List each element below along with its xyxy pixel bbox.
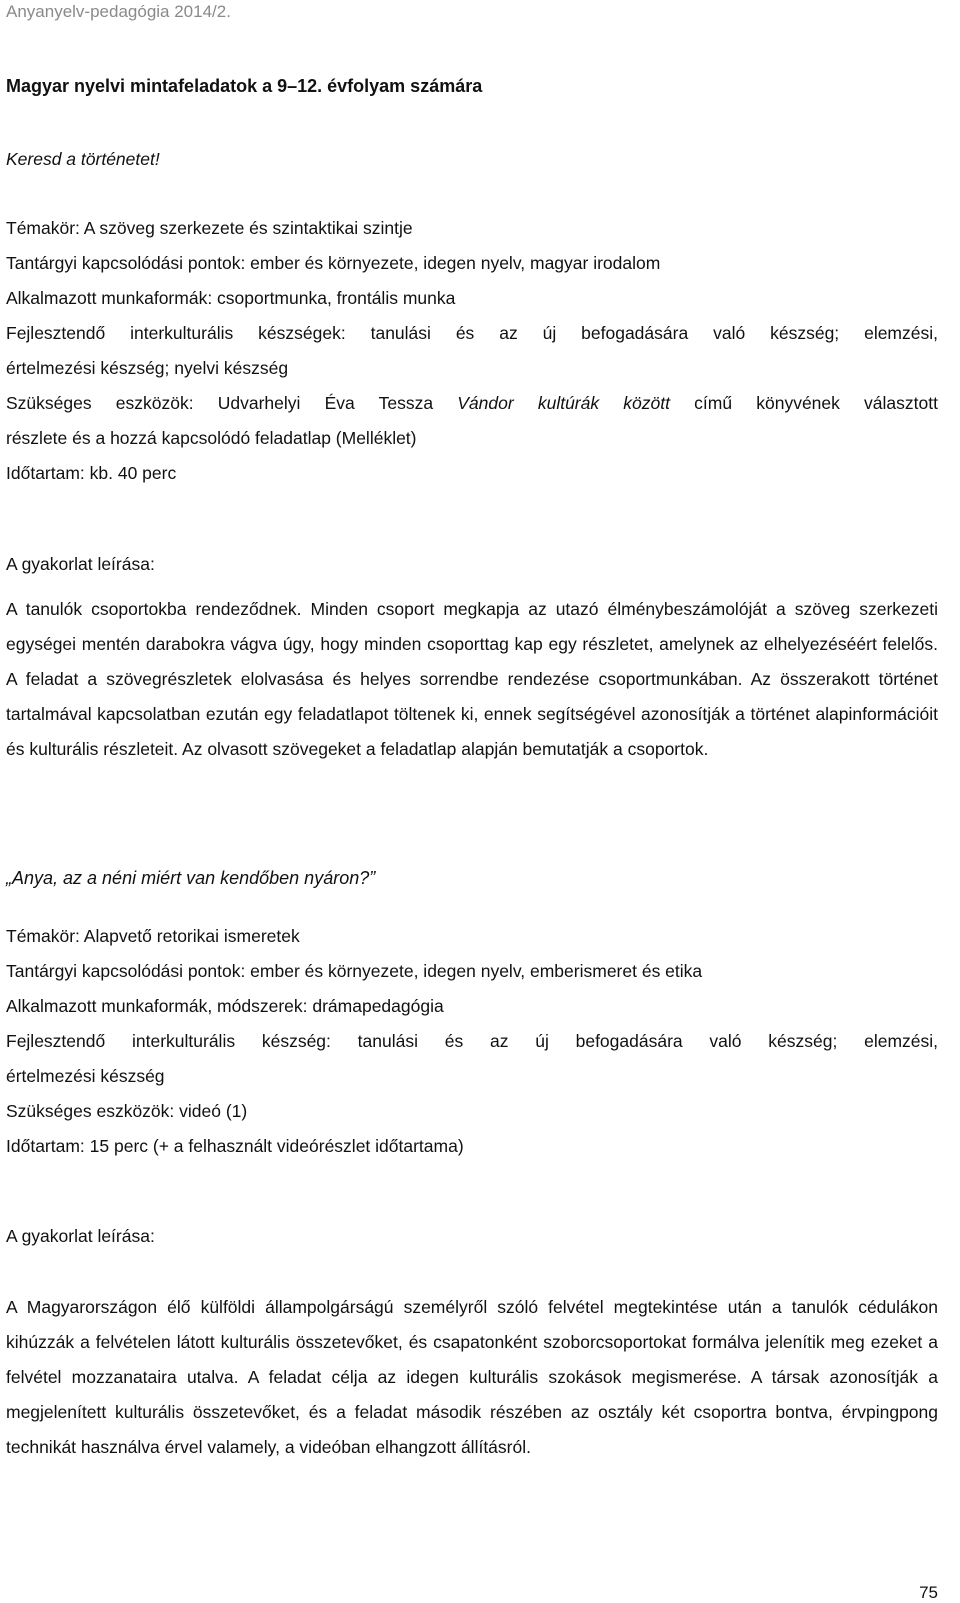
eszkozok-1-suffix: című könyvének választott <box>669 393 938 413</box>
temakor-1: Témakör: A szöveg szerkezete és szintaktikai szintje <box>6 218 413 238</box>
leiras-heading-2: A gyakorlat leírása: <box>6 1226 155 1246</box>
temakor-2: Témakör: Alapvető retorikai ismeretek <box>6 926 300 946</box>
exercise-1-metadata <box>6 216 938 496</box>
fejlesztendo-2-line1: Fejlesztendő interkulturális készség: tanulási és az új befogadására való készség; elemzési, <box>6 1031 938 1051</box>
eszkozok-1-line1 <box>6 391 938 426</box>
exercise-title-2: „Anya, az a néni miért van kendőben nyáron?” <box>6 868 376 888</box>
tantargyi-2: Tantárgyi kapcsolódási pontok: ember és környezete, idegen nyelv, emberismeret és etika <box>6 961 703 981</box>
running-header: Anyanyelv-pedagógia 2014/2. <box>6 2 231 21</box>
eszkozok-1-line2: részlete és a hozzá kapcsolódó feladatlap (Melléklet) <box>6 428 417 448</box>
fejlesztendo-2-line2: értelmezési készség <box>6 1066 165 1086</box>
exercise-1-description <box>6 592 938 767</box>
eszkozok-1-book-title: Vándor kultúrák között <box>457 393 670 413</box>
idotartam-2: Időtartam: 15 perc (+ a felhasznált videórészlet időtartama) <box>6 1136 464 1156</box>
exercise-2-description <box>6 1290 938 1465</box>
leiras-heading-1: A gyakorlat leírása: <box>6 554 155 574</box>
eszkozok-2: Szükséges eszközök: videó (1) <box>6 1101 248 1121</box>
page-number: 75 <box>919 1583 938 1602</box>
page-title: Magyar nyelvi mintafeladatok a 9–12. évfolyam számára <box>6 76 483 96</box>
leiras-text-2: A Magyarországon élő külföldi állampolgárságú személyről szóló felvétel megtekintése után a tanulók cédulákon kihúzzák a felvételen látott kulturális összetevőket, és csapatonként szoborcsoportokat formálva jelenítik meg ezeket a felvétel mozzanataira utalva. A feladat célja az idegen kulturális szokások megismerése. A társak azonosítják a megjelenített kulturális összetevőket, és a feladat második részében az osztály két csoportra bontva, érvpingpong technikát használva érvel valamely, a videóban elhangzott állításról. <box>6 1297 938 1457</box>
fejlesztendo-1-line1: Fejlesztendő interkulturális készségek: tanulási és az új befogadására való készség; elemzési, <box>6 323 938 343</box>
exercise-2-metadata <box>6 924 938 1169</box>
fejlesztendo-1-line2: értelmezési készség; nyelvi készség <box>6 358 289 378</box>
tantargyi-1: Tantárgyi kapcsolódási pontok: ember és környezete, idegen nyelv, magyar irodalom <box>6 253 661 273</box>
munkaformak-1: Alkalmazott munkaformák: csoportmunka, frontális munka <box>6 288 456 308</box>
idotartam-1: Időtartam: kb. 40 perc <box>6 463 177 483</box>
exercise-title-1: Keresd a történetet! <box>6 149 160 169</box>
eszkozok-1-prefix: Szükséges eszközök: Udvarhelyi Éva Tessza <box>6 393 458 413</box>
leiras-text-1: A tanulók csoportokba rendeződnek. Minden csoport megkapja az utazó élménybeszámolóját a szöveg szerkezeti egységei mentén darabokra vágva úgy, hogy minden csoporttag kap egy részletet, amelynek az elhelyezéséért felelős. A feladat a szövegrészletek elolvasása és helyes sorrendbe rendezése csoportmunkában. Az összerakott történet tartalmával kapcsolatban ezután egy feladatlapot töltenek ki, ennek segítségével azonosítják a történet alapinformációit és kulturális részleteit. Az olvasott szövegeket a feladatlap alapján bemutatják a csoportok. <box>6 599 938 759</box>
munkaformak-2: Alkalmazott munkaformák, módszerek: drámapedagógia <box>6 996 444 1016</box>
leiras-heading-1-wrap <box>6 552 938 587</box>
leiras-heading-2-wrap <box>6 1224 938 1259</box>
